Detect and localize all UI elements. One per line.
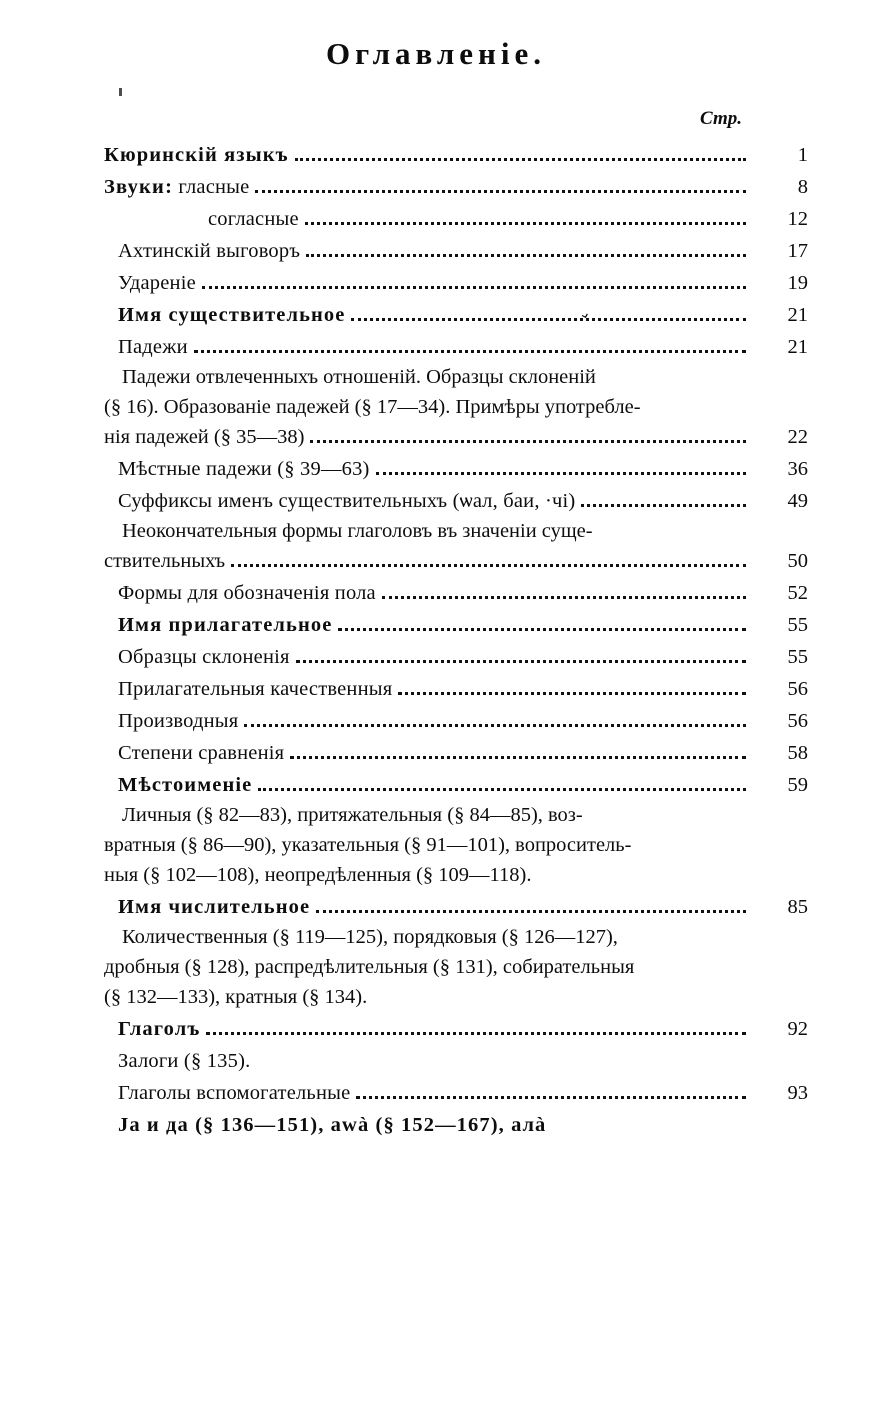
toc-paragraph-line: нія падежей (§ 35—38) <box>104 426 305 448</box>
leader-dots <box>316 897 746 919</box>
toc-entry[interactable] <box>104 300 808 330</box>
toc-entry[interactable] <box>104 1014 808 1044</box>
toc-paragraph-line: Количественныя (§ 119—125), порядковыя (§ 126—127), <box>122 926 618 948</box>
leader-dots <box>296 647 746 669</box>
toc-entry-page: 1 <box>797 144 808 166</box>
leader-dots <box>258 775 746 797</box>
toc-entry-page: 50 <box>787 550 808 572</box>
toc-entry-label: Образцы склоненія <box>118 646 290 668</box>
toc-entry-page: 49 <box>787 490 808 512</box>
toc-entry-label: Формы для обозначенія пола <box>118 582 376 604</box>
table-of-contents <box>104 140 808 1140</box>
leader-dots <box>376 459 746 481</box>
toc-entry-label: Глаголы вспомогательные <box>118 1082 351 1104</box>
toc-entry-label: Имя числительное <box>118 896 311 918</box>
toc-entry-page: 36 <box>787 458 808 480</box>
toc-entry[interactable] <box>104 642 808 672</box>
leader-dots <box>244 711 746 733</box>
toc-entry-page: 17 <box>787 240 808 262</box>
toc-paragraph-line: вратныя (§ 86—90), указательныя (§ 91—101), вопроситель- <box>104 834 632 856</box>
leader-dots <box>581 491 746 513</box>
toc-entry[interactable] <box>104 268 808 298</box>
toc-entry-label: Суффиксы именъ существительныхъ (ѡaл, баи, ·чі) <box>118 490 576 512</box>
toc-entry-paragraph[interactable] <box>104 516 808 576</box>
leader-dots <box>306 241 746 263</box>
toc-entry[interactable] <box>104 892 808 922</box>
toc-entry-label: Степени сравненія <box>118 742 285 764</box>
leader-dots <box>305 209 746 231</box>
stray-pen-mark: ⌄ <box>575 304 593 324</box>
toc-paragraph-line: (§ 16). Образованіе падежей (§ 17—34). Примѣры употребле- <box>104 396 641 418</box>
toc-entry-label: Производныя <box>118 710 239 732</box>
toc-entry[interactable] <box>104 1078 808 1108</box>
toc-entry[interactable] <box>104 140 808 170</box>
toc-entry-label: Имя существительное <box>118 304 346 326</box>
toc-entry-page: 21 <box>787 304 808 326</box>
toc-entry-page: 52 <box>787 582 808 604</box>
toc-entry-page: 85 <box>787 896 808 918</box>
leader-dots <box>338 615 746 637</box>
toc-paragraph-line: ствительныхъ <box>104 550 226 572</box>
toc-entry[interactable] <box>104 1110 808 1140</box>
toc-entry-page: 56 <box>787 678 808 700</box>
toc-entry-label: Ja и да (§ 136—151), awà (§ 152—167), aлà <box>118 1114 547 1136</box>
toc-entry[interactable] <box>104 674 808 704</box>
toc-entry-label: Ахтинскій выговоръ <box>118 240 301 262</box>
leader-dots <box>295 145 746 167</box>
toc-entry-paragraph[interactable] <box>104 922 808 1012</box>
leader-dots <box>351 305 746 327</box>
toc-entry[interactable] <box>104 204 808 234</box>
toc-entry-page: 22 <box>787 426 808 448</box>
toc-paragraph-line: дробныя (§ 128), распредѣлительныя (§ 131), собирательныя <box>104 956 635 978</box>
toc-entry-paragraph[interactable] <box>104 362 808 452</box>
toc-entry[interactable] <box>104 706 808 736</box>
toc-entry-page: 21 <box>787 336 808 358</box>
toc-entry-page: 55 <box>787 646 808 668</box>
leader-dots <box>231 551 746 573</box>
toc-entry-label: Мѣстоименіе <box>118 774 253 796</box>
toc-entry-page: 19 <box>787 272 808 294</box>
toc-entry[interactable] <box>104 578 808 608</box>
toc-entry-page: 55 <box>787 614 808 636</box>
toc-entry[interactable] <box>104 332 808 362</box>
toc-paragraph-line: Падежи отвлеченныхъ отношеній. Образцы склоненій <box>122 366 596 388</box>
toc-entry[interactable] <box>104 486 808 516</box>
toc-entry-page: 56 <box>787 710 808 732</box>
toc-entry-label: Имя прилагательное <box>118 614 333 636</box>
toc-entry-label: Звуки: гласные <box>104 176 250 198</box>
toc-paragraph-line: Неокончательныя формы глаголовъ въ значеніи суще- <box>122 520 593 542</box>
toc-entry-label: Кюринскій языкъ <box>104 144 289 166</box>
toc-entry-label: согласные <box>208 208 299 230</box>
toc-entry[interactable] <box>104 738 808 768</box>
leader-dots <box>290 743 746 765</box>
toc-entry[interactable] <box>104 172 808 202</box>
leader-dots <box>202 273 746 295</box>
toc-entry-page: 93 <box>787 1082 808 1104</box>
toc-paragraph-line: ныя (§ 102—108), неопредѣленныя (§ 109—118). <box>104 864 532 886</box>
toc-entry-page: 92 <box>787 1018 808 1040</box>
toc-paragraph-last-line <box>104 546 808 576</box>
toc-entry-page: 58 <box>787 742 808 764</box>
leader-dots <box>194 337 746 359</box>
toc-entry-label: Мѣстные падежи (§ 39—63) <box>118 458 370 480</box>
toc-entry-label: Залоги (§ 135). <box>118 1050 251 1072</box>
toc-entry-page: 8 <box>797 176 808 198</box>
leader-dots <box>206 1019 746 1041</box>
page-column-header: Стр. <box>700 108 742 129</box>
leader-dots <box>356 1083 746 1105</box>
toc-entry-label: Падежи <box>118 336 188 358</box>
toc-entry-label: Удареніе <box>118 272 196 294</box>
toc-entry[interactable] <box>104 236 808 266</box>
toc-entry-label: Прилагательныя качественныя <box>118 678 393 700</box>
toc-entry[interactable] <box>104 454 808 484</box>
leader-dots <box>398 679 746 701</box>
toc-entry[interactable] <box>104 610 808 640</box>
page-title: Оглавленіе. <box>326 36 546 71</box>
toc-paragraph-line: (§ 132—133), кратныя (§ 134). <box>104 986 368 1008</box>
leader-dots <box>255 177 746 199</box>
toc-entry[interactable] <box>104 770 808 800</box>
toc-entry[interactable] <box>104 1046 808 1076</box>
leader-dots <box>310 427 746 449</box>
toc-entry-page: 59 <box>787 774 808 796</box>
toc-entry-label-strong: Звуки: <box>104 176 174 198</box>
toc-entry-page: 12 <box>787 208 808 230</box>
leader-dots <box>382 583 746 605</box>
ink-speck <box>119 88 122 96</box>
toc-entry-label: Глаголъ <box>118 1018 201 1040</box>
toc-paragraph-line: Личныя (§ 82—83), притяжательныя (§ 84—85), воз- <box>122 804 583 826</box>
toc-entry-paragraph[interactable] <box>104 800 808 890</box>
toc-paragraph-last-line <box>104 422 808 452</box>
